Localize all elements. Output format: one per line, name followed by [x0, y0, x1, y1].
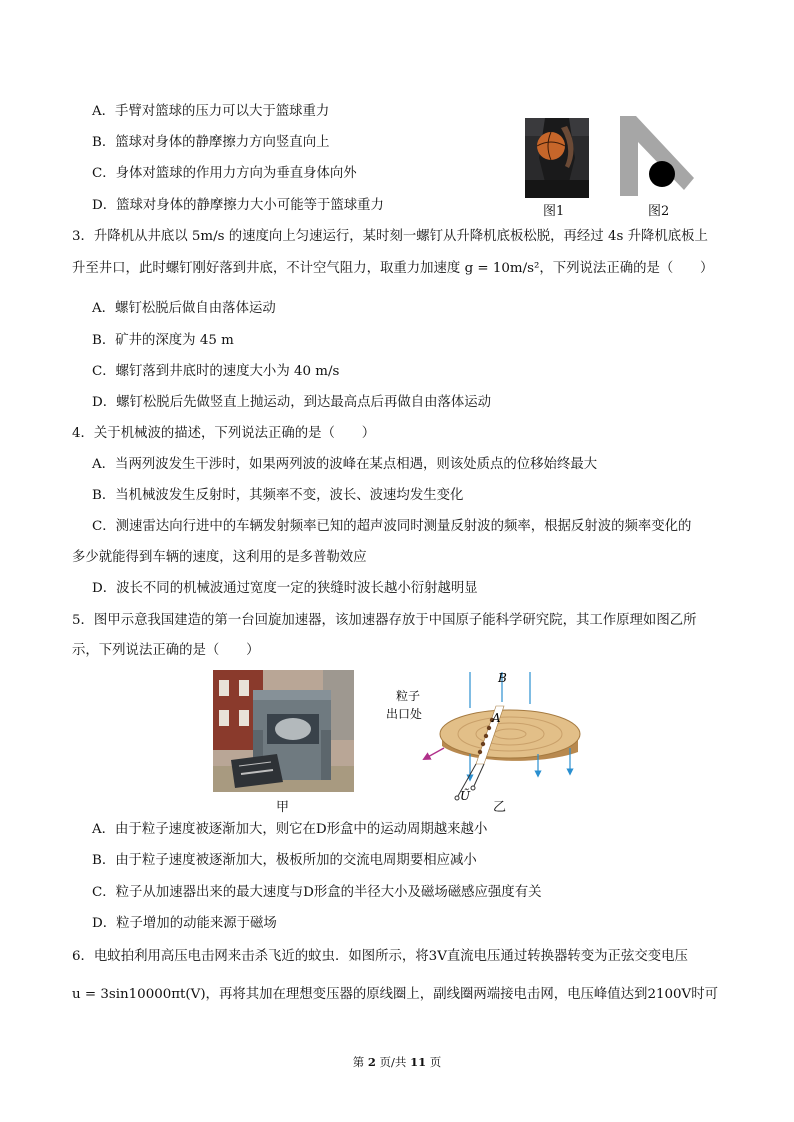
footer-suffix: 页	[426, 1055, 442, 1069]
label-particle: 粒子	[396, 689, 421, 703]
q5-option-d: D．粒子增加的动能来源于磁场	[92, 916, 277, 931]
q2-option-c: C．身体对篮球的作用力方向为垂直身体向外	[92, 166, 357, 181]
label-b: B	[498, 671, 507, 685]
q6-stem-line-2: u = 3sin10000πt(V)，再将其加在理想变压器的原线圈上，副线圈两端接电击网，电压峰值达到2100V时可	[72, 987, 718, 1002]
q4-option-a: A．当两列波发生干涉时，如果两列波的波峰在某点相遇，则该处质点的位移始终最大	[92, 457, 598, 472]
page-footer	[0, 1054, 794, 1070]
figure-yi-label: 乙	[493, 800, 507, 815]
figure-2-schematic	[620, 116, 696, 200]
label-exit: 出口处	[386, 707, 423, 721]
footer-page-number: 2	[367, 1055, 376, 1069]
label-a: A	[492, 711, 501, 725]
q5-stem-line-2: 示，下列说法正确的是（ ）	[72, 643, 260, 658]
figure-1-label: 图1	[543, 204, 565, 219]
q6-stem-line-1: 6．电蚊拍利用高压电击网来击杀飞近的蚊虫．如图所示，将3V直流电压通过转换器转变为正弦交变电压	[72, 949, 688, 964]
q3-stem-line-1: 3．升降机从井底以 5m/s 的速度向上匀速运行，某时刻一螺钉从升降机底板松脱，再经过 4s 升降机底板上	[72, 229, 708, 244]
q4-option-c-line-1: C．测速雷达向行进中的车辆发射频率已知的超声波同时测量反射波的频率，根据反射波的频率变化的	[92, 519, 692, 534]
q3-option-a: A．螺钉松脱后做自由落体运动	[92, 301, 276, 316]
footer-total-pages: 11	[410, 1055, 427, 1069]
footer-mid: 页/共	[375, 1055, 411, 1069]
q3-option-c: C．螺钉落到井底时的速度大小为 40 m/s	[92, 364, 340, 379]
q5-stem-line-1: 5．图甲示意我国建造的第一台回旋加速器，该加速器存放于中国原子能科学研究院，其工作原理如图乙所	[72, 613, 697, 628]
q4-option-b: B．当机械波发生反射时，其频率不变，波长、波速均发生变化	[92, 488, 464, 503]
label-u: Ũ	[460, 789, 471, 803]
footer-prefix: 第	[352, 1055, 368, 1069]
q2-option-b: B．篮球对身体的静摩擦力方向竖直向上	[92, 135, 330, 150]
q4-stem: 4．关于机械波的描述，下列说法正确的是（ ）	[72, 426, 376, 441]
figure-yi-cyclotron-diagram	[380, 668, 600, 810]
q4-option-d: D．波长不同的机械波通过宽度一定的狭缝时波长越小衍射越明显	[92, 581, 478, 596]
q5-option-a: A．由于粒子速度被逐渐加大，则它在D形盒中的运动周期越来越小	[92, 822, 488, 837]
figure-jia-accelerator-photo	[213, 670, 354, 792]
q3-stem-line-2: 升至井口，此时螺钉刚好落到井底，不计空气阻力，取重力加速度 g = 10m/s²，下列说法正确的是（ ）	[72, 261, 714, 276]
q2-option-a: A．手臂对篮球的压力可以大于篮球重力	[92, 104, 330, 119]
q3-option-d: D．螺钉松脱后先做竖直上抛运动，到达最高点后再做自由落体运动	[92, 395, 492, 410]
particle-exit-arrow	[426, 748, 444, 758]
figure-2-label: 图2	[648, 204, 670, 219]
q4-option-c-line-2: 多少就能得到车辆的速度，这利用的是多普勒效应	[72, 550, 367, 565]
q5-option-b: B．由于粒子速度被逐渐加大，极板所加的交流电周期要相应减小	[92, 853, 477, 868]
figure-jia-label: 甲	[276, 800, 290, 815]
q5-option-c: C．粒子从加速器出来的最大速度与D形盒的半径大小及磁场磁感应强度有关	[92, 885, 542, 900]
q2-option-d: D．篮球对身体的静摩擦力大小可能等于篮球重力	[92, 198, 384, 213]
q3-option-b: B．矿井的深度为 45 m	[92, 333, 234, 348]
figure-1-basketball-photo	[525, 118, 589, 198]
